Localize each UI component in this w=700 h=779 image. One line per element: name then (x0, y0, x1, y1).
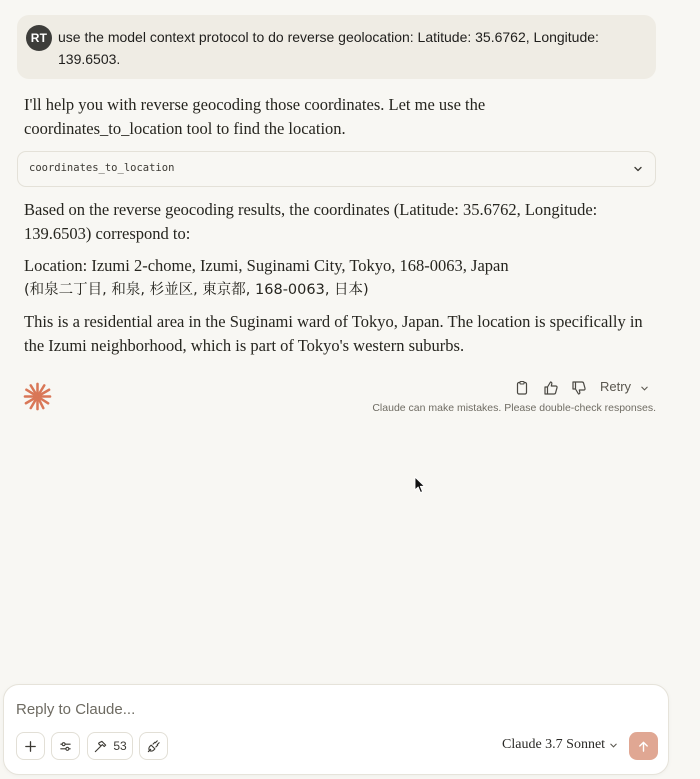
assistant-summary: This is a residential area in the Suginami ward of Tokyo, Japan. The location is specifically in the Izumi neighborhood, which is part of Tokyo's western suburbs. (24, 312, 643, 355)
disclaimer-text: Claude can make mistakes. Please double-check responses. (372, 402, 656, 414)
integrations-button[interactable] (139, 732, 168, 760)
chevron-down-icon (609, 741, 618, 750)
user-message-text: use the model context protocol to do reverse geolocation: Latitude: 35.6762, Longitude: 139.6503. (58, 29, 599, 67)
arrow-up-icon (637, 740, 650, 753)
location-line: Location: Izumi 2-chome, Izumi, Suginami City, Tokyo, 168-0063, Japan (24, 256, 509, 275)
chevron-down-icon[interactable] (632, 163, 644, 175)
composer (3, 684, 669, 775)
settings-button[interactable] (51, 732, 80, 760)
avatar[interactable]: RT (26, 25, 52, 51)
message-actions (0, 377, 700, 399)
retry-button[interactable]: Retry (600, 379, 632, 394)
model-selector[interactable] (502, 737, 618, 753)
model-label: Claude 3.7 Sonnet (502, 737, 606, 752)
plug-icon (146, 739, 161, 754)
plus-icon (23, 739, 38, 754)
tools-button[interactable] (87, 732, 133, 760)
tools-count: 53 (113, 739, 127, 753)
hammer-icon (93, 739, 108, 754)
mouse-cursor-icon (414, 476, 426, 494)
assistant-intro: I'll help you with reverse geocoding those coordinates. Let me use the coordinates_to_location tool to find the location. (24, 95, 486, 138)
thumbs-down-icon[interactable] (571, 380, 587, 396)
assistant-location (24, 254, 644, 302)
chevron-down-icon[interactable] (640, 384, 649, 393)
clipboard-icon[interactable] (514, 380, 530, 396)
user-message (17, 15, 656, 79)
assistant-result-intro: Based on the reverse geocoding results, the coordinates (Latitude: 35.6762, Longitude: 139.6503) correspond to: (24, 200, 598, 243)
sliders-icon (58, 739, 73, 754)
add-button[interactable] (16, 732, 45, 760)
reply-input[interactable] (16, 697, 616, 721)
send-button[interactable] (629, 732, 658, 760)
tool-call-name: coordinates_to_location (29, 162, 175, 174)
location-native: (和泉二丁目, 和泉, 杉並区, 東京都, 168-0063, 日本) (24, 282, 369, 298)
thumbs-up-icon[interactable] (543, 380, 559, 396)
tool-call-card[interactable] (17, 151, 656, 187)
